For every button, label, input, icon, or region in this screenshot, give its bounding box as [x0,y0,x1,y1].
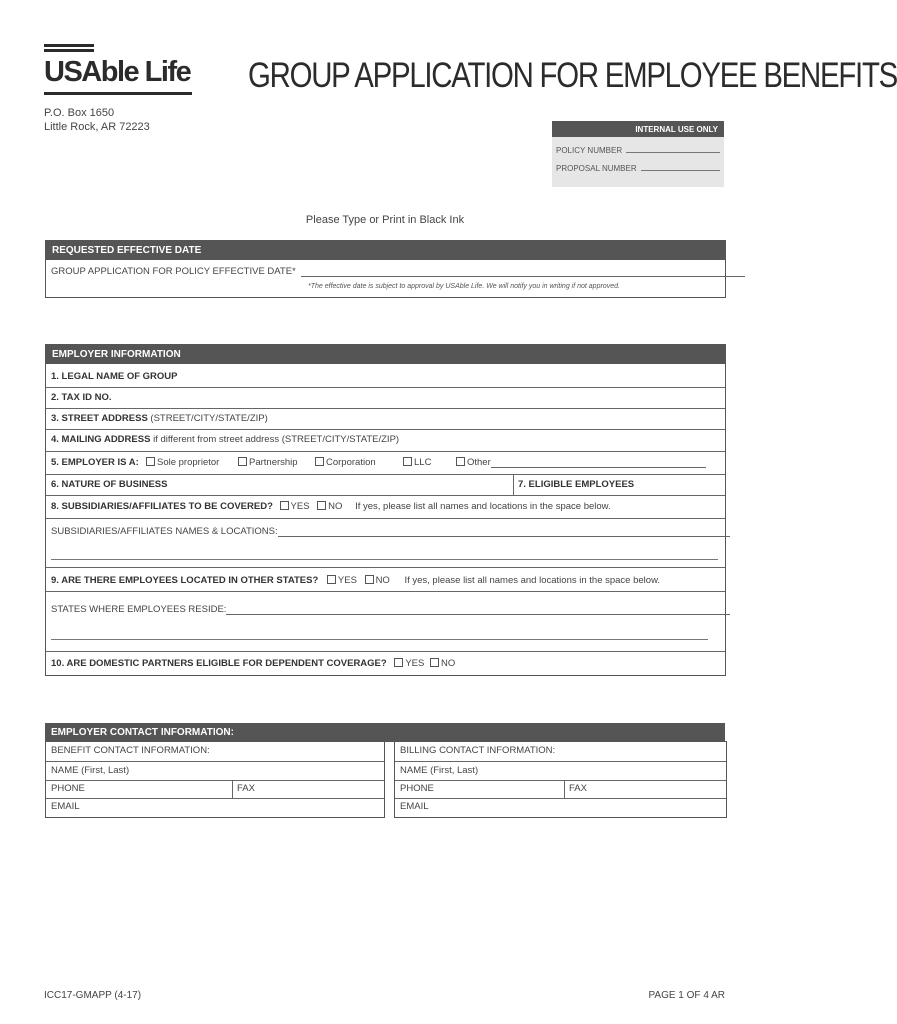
page-number: PAGE 1 OF 4 AR [648,990,725,1001]
divider [513,474,514,495]
usable-life-logo [44,44,196,104]
street-address-label: 3. STREET ADDRESS [51,413,148,424]
eligible-employees-label: 7. ELIGIBLE EMPLOYEES [518,479,635,490]
form-code: ICC17-GMAPP (4-17) [44,990,142,1001]
tax-id-label: 2. TAX ID NO. [51,392,112,403]
domestic-partners-question: 10. ARE DOMESTIC PARTNERS ELIGIBLE FOR DEPENDENT COVERAGE? YES NO [51,658,456,669]
checkbox[interactable] [146,457,155,466]
mailing-address-field[interactable] [51,434,399,445]
effective-date-field[interactable] [301,276,745,277]
option-other[interactable]: Other [456,457,706,468]
checkbox[interactable] [456,457,465,466]
subsidiaries-names-row [51,526,730,537]
states-reside-row [51,604,730,615]
proposal-number-row [552,164,724,173]
checkbox[interactable] [365,575,374,584]
other-states-no[interactable]: NO [365,575,390,586]
employer-info-section [45,344,726,676]
proposal-number-field[interactable] [641,170,720,171]
billing-email-field[interactable]: EMAIL [400,801,429,812]
checkbox[interactable] [327,575,336,584]
states-extra-line[interactable] [51,639,708,640]
divider [46,798,384,799]
benefit-name-field[interactable]: NAME (First, Last) [51,765,130,776]
divider [395,780,726,781]
legal-name-label: 1. LEGAL NAME OF GROUP [51,371,178,382]
tax-id-field[interactable] [51,392,112,403]
mailing-address [44,106,150,134]
billing-fax-field[interactable]: FAX [569,783,587,794]
benefit-phone-field[interactable]: PHONE [51,783,85,794]
divider [46,651,725,652]
effective-date-footnote: *The effective date is subject to approval by USAble Life. We will notify you in writing if not approved. [308,283,620,290]
divider [46,591,725,592]
effective-date-label: GROUP APPLICATION FOR POLICY EFFECTIVE DATE* [51,266,296,277]
address-line-1: P.O. Box 1650 [44,107,115,119]
divider [46,451,725,452]
divider [46,408,725,409]
subsidiaries-no[interactable]: NO [317,501,342,512]
states-reside-field[interactable] [226,614,730,615]
billing-contact-box [394,741,727,818]
internal-use-box [552,121,724,187]
address-line-2: Little Rock, AR 72223 [44,121,150,133]
employer-info-heading: EMPLOYER INFORMATION [46,345,725,364]
effective-date-heading: REQUESTED EFFECTIVE DATE [46,241,725,260]
option-corporation[interactable]: Corporation [315,457,376,468]
street-address-hint: (STREET/CITY/STATE/ZIP) [150,413,268,424]
other-states-question: 9. ARE THERE EMPLOYEES LOCATED IN OTHER STATES? YES NO If yes, please list all names and locations in the space below. [51,575,661,586]
billing-contact-heading: BILLING CONTACT INFORMATION: [400,745,556,756]
subsidiaries-yes[interactable]: YES [280,501,310,512]
subsidiaries-question: 8. SUBSIDIARIES/AFFILIATES TO BE COVERED? YES NO If yes, please list all names and locations in the space below. [51,501,611,512]
divider [46,495,725,496]
divider [395,798,726,799]
divider [46,474,725,475]
checkbox[interactable] [317,501,326,510]
other-text-field[interactable] [491,467,706,468]
street-address-field[interactable] [51,413,268,424]
subsidiaries-names-field[interactable] [278,536,730,537]
checkbox[interactable] [280,501,289,510]
other-states-hint: If yes, please list all names and locations in the space below. [404,575,661,586]
divider [395,761,726,762]
divider [46,387,725,388]
benefit-contact-heading: BENEFIT CONTACT INFORMATION: [51,745,210,756]
subsidiaries-hint: If yes, please list all names and locations in the space below. [355,501,611,512]
employer-type-label: 5. EMPLOYER IS A: [51,457,139,468]
checkbox[interactable] [403,457,412,466]
option-sole-proprietor[interactable]: Sole proprietor [146,457,219,468]
nature-of-business-label: 6. NATURE OF BUSINESS [51,479,168,490]
internal-use-heading: INTERNAL USE ONLY [552,121,724,137]
contact-info-heading: EMPLOYER CONTACT INFORMATION: [45,723,725,742]
benefit-email-field[interactable]: EMAIL [51,801,80,812]
page-title: GROUP APPLICATION FOR EMPLOYEE BENEFITS [248,56,897,95]
proposal-number-label: PROPOSAL NUMBER [556,164,637,173]
mailing-address-hint: if different from street address (STREET/CITY/STATE/ZIP) [153,434,400,445]
ink-instruction: Please Type or Print in Black Ink [305,214,465,226]
logo-wordmark: USAble Life [44,56,191,88]
checkbox[interactable] [394,658,403,667]
checkbox[interactable] [315,457,324,466]
divider [46,429,725,430]
divider [46,761,384,762]
billing-name-field[interactable]: NAME (First, Last) [400,765,479,776]
mailing-address-label: 4. MAILING ADDRESS [51,434,151,445]
logo-underline [44,92,192,95]
option-partnership[interactable]: Partnership [238,457,298,468]
benefit-contact-box [45,741,385,818]
benefit-fax-field[interactable]: FAX [237,783,255,794]
divider [46,780,384,781]
policy-number-row [552,146,724,155]
nature-of-business-field[interactable] [51,479,167,490]
divider [46,518,725,519]
states-reside-label: STATES WHERE EMPLOYEES RESIDE: [51,604,227,615]
effective-date-section [45,240,726,298]
effective-date-row [51,266,745,277]
domestic-partners-yes[interactable]: YES [394,658,424,669]
checkbox[interactable] [238,457,247,466]
billing-phone-field[interactable]: PHONE [400,783,434,794]
divider [46,567,725,568]
eligible-employees-field[interactable] [518,479,634,490]
domestic-partners-no[interactable]: NO [430,658,455,669]
option-llc[interactable]: LLC [403,457,431,468]
legal-name-field[interactable] [51,371,178,382]
policy-number-label: POLICY NUMBER [556,146,623,155]
checkbox[interactable] [430,658,439,667]
policy-number-field[interactable] [626,152,720,153]
other-states-yes[interactable]: YES [327,575,357,586]
subsidiaries-extra-line[interactable] [51,559,718,560]
logo-bars [44,44,94,54]
subsidiaries-names-label: SUBSIDIARIES/AFFILIATES NAMES & LOCATIONS: [51,526,278,537]
